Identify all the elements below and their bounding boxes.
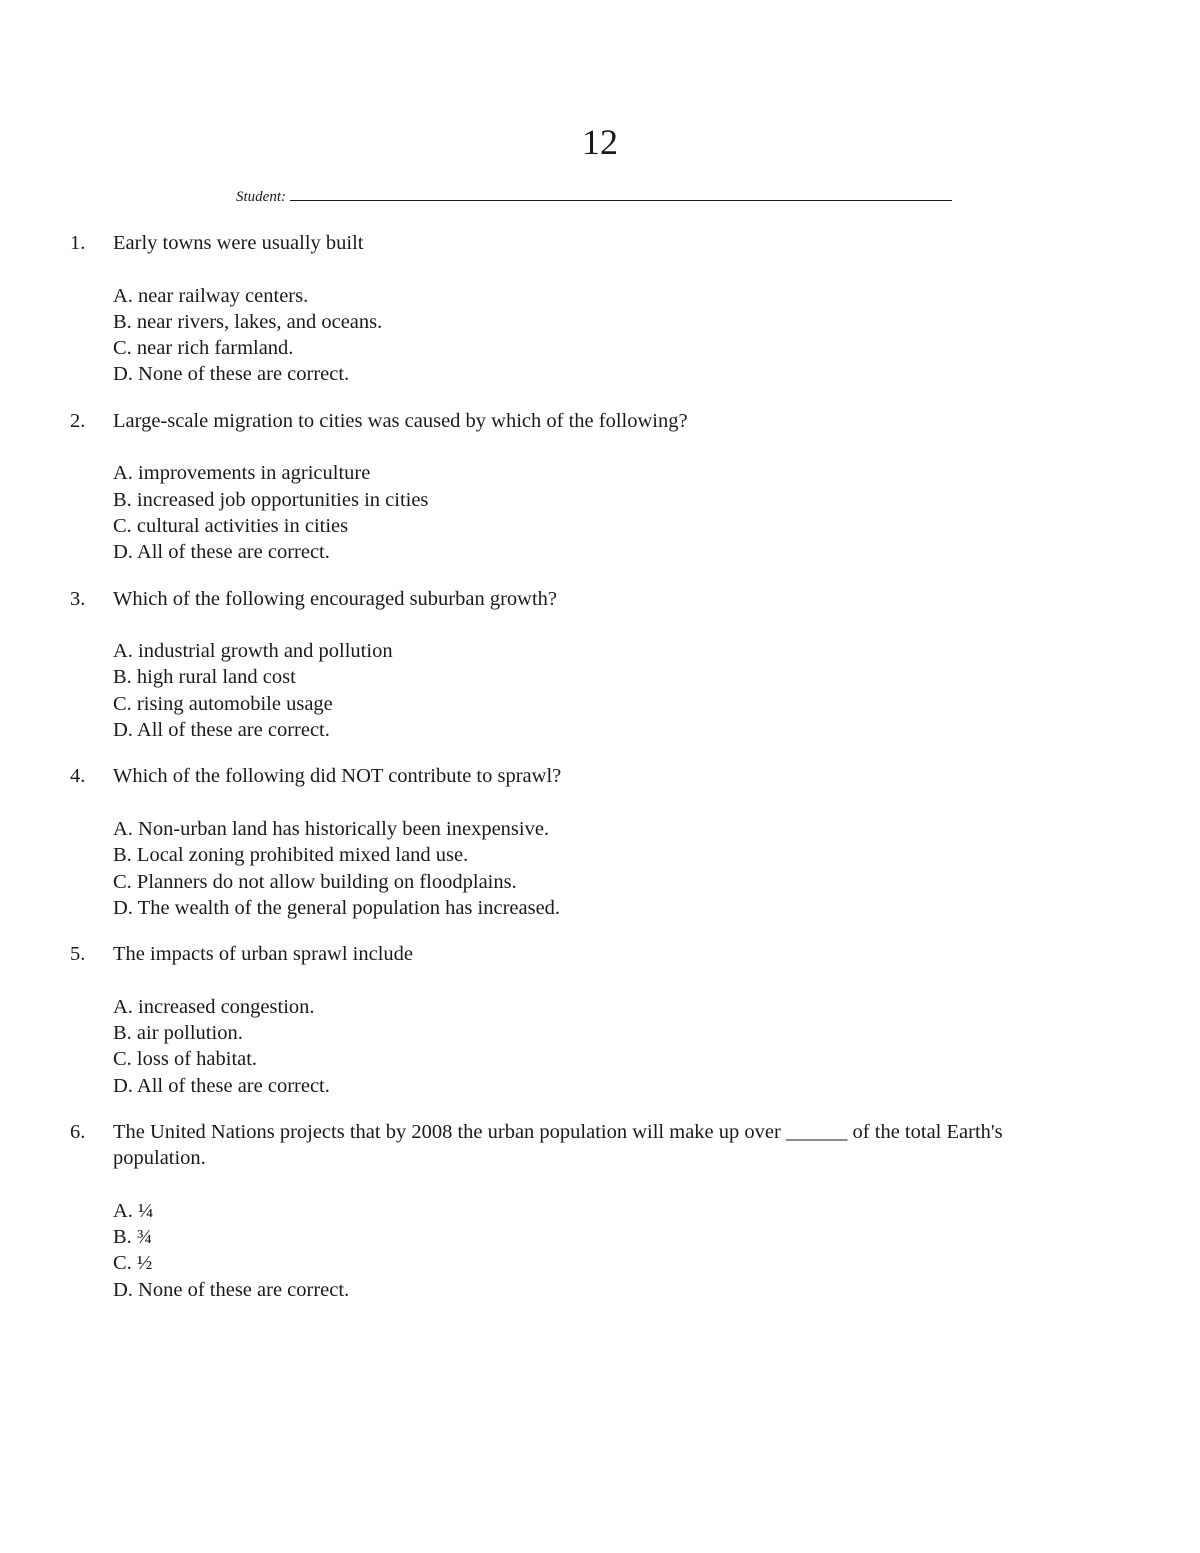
answer-option-c: C. ½ — [113, 1252, 153, 1275]
answer-option-c: C. Planners do not allow building on floodplains. — [113, 870, 517, 893]
answer-option-b: B. ¾ — [113, 1226, 153, 1249]
student-name-line — [236, 186, 952, 208]
question — [0, 586, 1200, 744]
question-number: 6. — [70, 1120, 86, 1143]
question-stem: Which of the following did NOT contribute to sprawl? — [113, 765, 562, 788]
answer-option-a: A. improvements in agriculture — [113, 462, 371, 485]
question-number: 3. — [70, 587, 86, 610]
student-name-blank — [290, 186, 952, 201]
answer-option-a: A. ¼ — [113, 1199, 154, 1222]
answer-option-d: D. None of these are correct. — [113, 363, 350, 386]
answer-option-a: A. Non-urban land has historically been inexpensive. — [113, 817, 550, 840]
question-number: 1. — [70, 232, 86, 254]
answer-option-b: B. Local zoning prohibited mixed land use. — [113, 844, 469, 867]
question-stem: Which of the following encouraged suburban growth? — [113, 587, 558, 610]
answer-option-d: D. All of these are correct. — [113, 1074, 330, 1097]
question-stem: Early towns were usually built — [113, 232, 364, 254]
answer-options — [113, 283, 1200, 388]
question — [0, 230, 1200, 388]
answer-option-c: C. loss of habitat. — [113, 1048, 258, 1071]
answer-option-a: A. increased congestion. — [113, 995, 315, 1018]
question-number: 4. — [70, 765, 86, 788]
answer-option-a: A. industrial growth and pollution — [113, 640, 393, 663]
answer-option-d: D. None of these are correct. — [113, 1278, 350, 1301]
question-list — [0, 230, 1200, 1323]
answer-option-b: B. increased job opportunities in cities — [113, 488, 429, 511]
answer-option-b: B. high rural land cost — [113, 666, 296, 689]
student-label: Student: — [236, 189, 286, 205]
answer-option-a: A. near railway centers. — [113, 284, 309, 307]
question-number: 2. — [70, 409, 86, 432]
question-stem: The United Nations projects that by 2008 the urban population will make up over ______ of the total Earth's population. — [113, 1120, 1003, 1170]
answer-options — [113, 460, 1200, 565]
answer-option-d: D. All of these are correct. — [113, 541, 330, 564]
answer-option-d: D. All of these are correct. — [113, 719, 330, 742]
answer-option-d: D. The wealth of the general population has increased. — [113, 896, 561, 919]
answer-option-b: B. air pollution. — [113, 1022, 243, 1045]
question — [0, 763, 1200, 921]
answer-option-c: C. cultural activities in cities — [113, 514, 349, 537]
answer-option-b: B. near rivers, lakes, and oceans. — [113, 310, 383, 333]
question-stem: The impacts of urban sprawl include — [113, 943, 414, 966]
answer-option-c: C. rising automobile usage — [113, 692, 333, 715]
page-title: 12 — [582, 122, 618, 162]
answer-options — [113, 638, 1200, 743]
answer-options — [113, 994, 1200, 1099]
answer-options — [113, 1198, 1200, 1303]
question — [0, 408, 1200, 566]
question-stem: Large-scale migration to cities was caused by which of the following? — [113, 409, 688, 432]
question — [0, 941, 1200, 1099]
answer-options — [113, 816, 1200, 921]
answer-option-c: C. near rich farmland. — [113, 337, 294, 360]
question — [0, 1119, 1200, 1303]
question-number: 5. — [70, 943, 86, 966]
